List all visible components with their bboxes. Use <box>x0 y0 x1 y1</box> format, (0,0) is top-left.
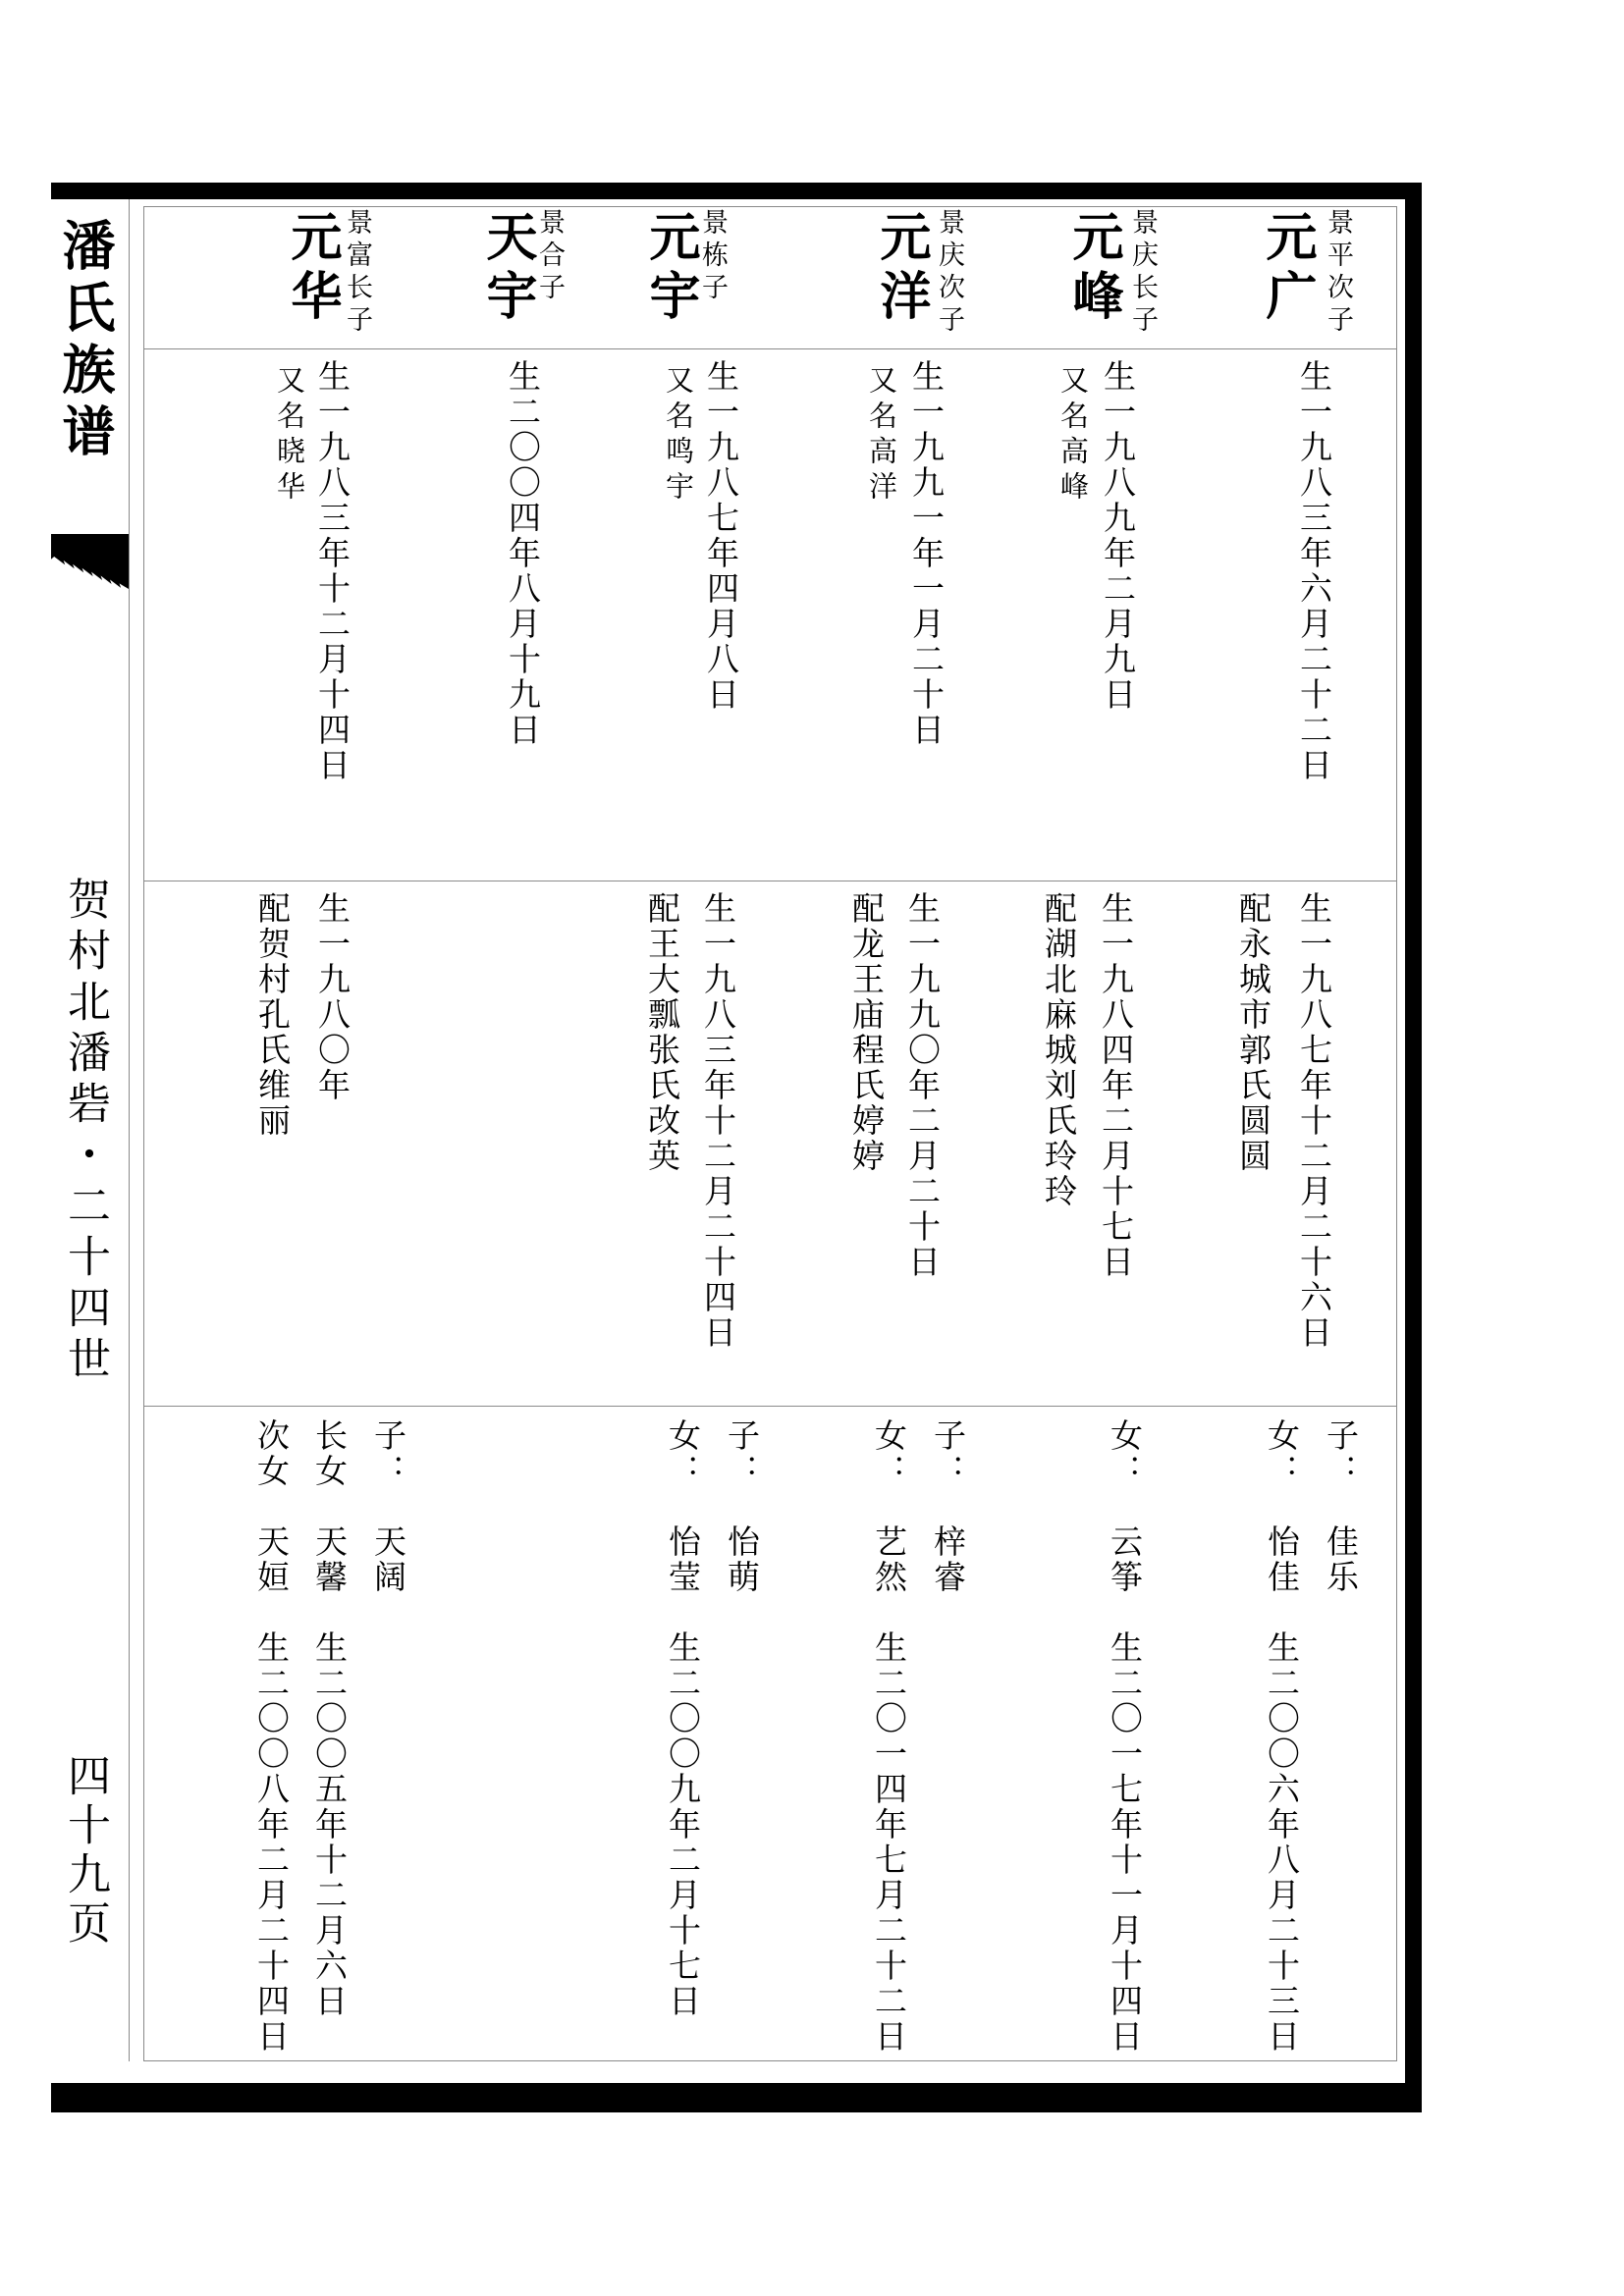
child-line: 子： 天阔 <box>369 1418 405 1595</box>
birth-line: 生一九九一年一月二十日 <box>907 359 943 748</box>
birth-line: 生一九八三年十二月十四日 <box>313 359 349 783</box>
spine-divider <box>129 199 130 2061</box>
child-line: 女： 怡莹 生二〇〇九年二月十七日 <box>664 1418 699 2019</box>
alias-line: 又名鸣宇 <box>662 365 693 507</box>
spouse-birth-line: 生一九八〇年 <box>313 891 349 1103</box>
birth-line: 生二〇〇四年八月十九日 <box>504 359 539 748</box>
person-name: 天宇 <box>478 210 534 328</box>
spouse-birth-line: 生一九八三年十二月二十四日 <box>699 891 734 1351</box>
person-title: 景庆长子 <box>1128 208 1158 338</box>
child-line: 子： 怡萌 <box>723 1418 758 1595</box>
spouse-line: 配永城市郭氏圆圆 <box>1234 891 1270 1174</box>
frame-bottom-bar <box>51 2083 1421 2112</box>
child-line: 女： 艺然 生二〇一四年七月二十二日 <box>870 1418 905 2055</box>
row-divider-spouse <box>143 1406 1397 1407</box>
frame-top-bar <box>51 183 1421 199</box>
section-title: 贺村北潘砦・二十四世 <box>61 877 109 1387</box>
child-line: 子： 梓睿 <box>929 1418 964 1595</box>
birth-line: 生一九八七年四月八日 <box>702 359 737 713</box>
birth-line: 生一九八三年六月二十二日 <box>1295 359 1330 783</box>
child-line: 女： 怡佳 生二〇〇六年八月二十三日 <box>1263 1418 1298 2055</box>
person-title: 景庆次子 <box>935 208 964 338</box>
book-title: 潘氏族谱 <box>55 218 114 465</box>
birth-line: 生一九八九年二月九日 <box>1099 359 1134 713</box>
person-title: 景合子 <box>535 208 565 305</box>
person-name: 元洋 <box>872 210 928 328</box>
spouse-line: 配王大瓢张氏改英 <box>643 891 678 1174</box>
spouse-line: 配龙王庙程氏婷婷 <box>847 891 883 1174</box>
child-line: 子： 佳乐 <box>1322 1418 1357 1595</box>
page-number: 四十九页 <box>61 1753 109 1949</box>
person-name: 元华 <box>283 210 339 328</box>
child-line: 长女 天馨 生二〇〇五年十二月六日 <box>310 1418 346 2019</box>
spouse-line: 配贺村孔氏维丽 <box>253 891 289 1139</box>
person-name: 元广 <box>1258 210 1314 328</box>
spouse-birth-line: 生一九八七年十二月二十六日 <box>1295 891 1330 1351</box>
row-divider-header <box>143 348 1397 349</box>
person-name: 元宇 <box>641 210 697 328</box>
person-name: 元峰 <box>1064 210 1120 328</box>
person-title: 景栋子 <box>698 208 728 305</box>
child-line: 女： 云筝 生二〇一七年十一月十四日 <box>1106 1418 1141 2055</box>
person-title: 景平次子 <box>1324 208 1353 338</box>
spouse-birth-line: 生一九九〇年二月二十日 <box>903 891 939 1280</box>
frame-right-bar <box>1405 183 1422 2112</box>
person-title: 景富长子 <box>343 208 372 338</box>
child-line: 次女 天姮 生二〇〇八年二月二十四日 <box>252 1418 288 2055</box>
alias-line: 又名高洋 <box>865 365 896 507</box>
spouse-line: 配湖北麻城刘氏玲玲 <box>1040 891 1075 1209</box>
alias-line: 又名高峰 <box>1056 365 1088 507</box>
spouse-birth-line: 生一九八四年二月十七日 <box>1097 891 1132 1280</box>
alias-line: 又名晓华 <box>273 365 304 507</box>
spine-wedge-decoration <box>51 534 129 589</box>
